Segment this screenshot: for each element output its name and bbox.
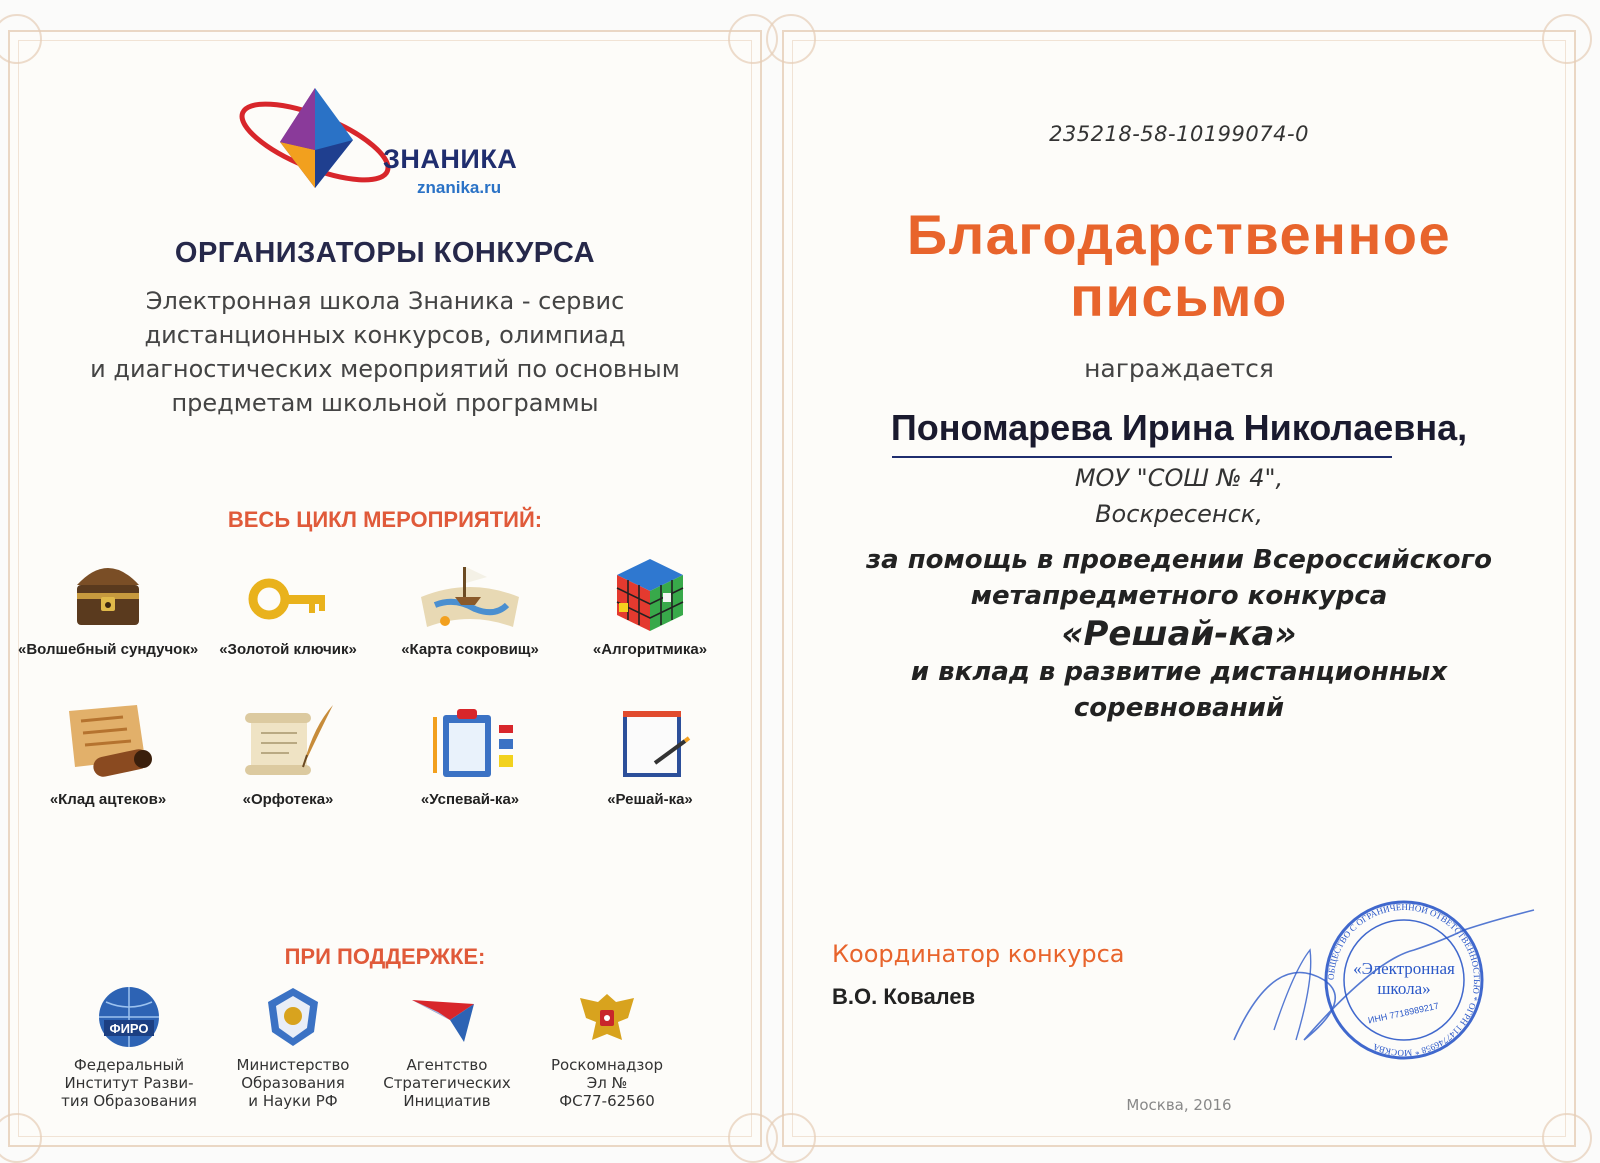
supporter-label [362,1056,532,1110]
title-line: Благодарственное [906,203,1452,266]
title-line: письмо [1070,265,1288,328]
quill-scroll-icon [233,697,343,787]
awarded-label: награждается [1084,354,1274,383]
certificate-title [784,204,1574,328]
event-item [198,547,378,658]
event-item [380,697,560,808]
organizers-panel [8,30,762,1147]
znanika-logo [235,80,545,200]
supporter-label [208,1056,378,1110]
notepad-icon [605,697,695,787]
supporter-line: и Науки РФ [248,1092,338,1110]
reason-line: метапредметного конкурса [970,581,1388,611]
supporter-line: Федеральный [73,1056,185,1074]
supporter-line: Роскомнадзор [550,1056,664,1074]
event-label: «Карта сокровищ» [401,641,539,658]
event-item [560,697,740,808]
corner-ornament [1542,14,1592,64]
event-label: «Алгоритмика» [592,641,708,658]
supporter-line: Стратегических [383,1074,511,1092]
corner-ornament [1542,1113,1592,1163]
award-reason [804,542,1554,726]
supporter-line: тия Образования [61,1092,197,1110]
asi-logo-icon [402,982,492,1052]
supporter-asi [362,982,532,1110]
supporter-line: Министерство [236,1056,350,1074]
cycle-title: ВЕСЬ ЦИКЛ МЕРОПРИЯТИЙ: [227,507,543,532]
supporter-line: Институт Разви- [64,1074,194,1092]
organizers-description [50,284,720,420]
recipient-name: Пономарева Ирина Николаевна, [890,407,1468,448]
stamp-ring-text: ОБЩЕСТВО С ОГРАНИЧЕННОЙ ОТВЕТСТВЕННОСТЬЮ * ОГРН 1147746958 * МОСКВА [1325,901,1483,1059]
desc-line: предметам школьной программы [171,389,599,417]
golden-key-icon [243,547,333,637]
supporter-line: Образования [241,1074,345,1092]
reason-line: за помощь в проведении Всероссийского [866,545,1492,575]
logo-site: znanika.ru [417,178,502,197]
rubiks-cube-icon [605,547,695,637]
stamp-icon [1214,890,1544,1070]
coordinator-label: Координатор конкурса [832,940,1125,968]
event-label: «Решай-ка» [607,791,693,808]
name-underline [892,456,1392,458]
corner-ornament [0,14,42,64]
school-name: МОУ "СОШ № 4", [1074,464,1284,492]
event-label: «Успевай-ка» [420,791,520,808]
russian-eagle-icon [572,982,642,1052]
pyramid-logo-icon [235,80,405,200]
coordinator-name: В.О. Ковалев [832,984,976,1009]
supporter-label [522,1056,692,1110]
desc-line: дистанционных конкурсов, олимпиад [144,321,626,349]
event-label: «Волшебный сундучок» [18,641,199,658]
desc-line: и диагностических мероприятий по основным [90,355,680,383]
reason-line: соревнований [1073,693,1285,723]
certificate-number: 235218-58-10199074-0 [1049,122,1309,146]
supporter-line: ФС77-62560 [559,1092,655,1110]
city-name: Воскресенск, [1095,500,1263,528]
supporter-ministry [208,982,378,1110]
stamp-inn: ИНН 7718989217 [1367,1000,1440,1026]
supporter-firo [44,982,214,1110]
event-label: «Орфотека» [242,791,334,808]
corner-ornament [0,1113,42,1163]
supporter-line: Эл № [586,1074,628,1092]
treasure-chest-icon [63,547,153,637]
stamp-center-line: школа» [1377,979,1431,998]
event-label: «Золотой ключик» [219,641,357,658]
corner-ornament [766,1113,816,1163]
clipboard-icon [415,697,525,787]
supporter-label [44,1056,214,1110]
aztec-map-icon [53,697,163,787]
logo-name: ЗНАНИКА [383,144,518,174]
supporter-line: Инициатив [403,1092,491,1110]
firo-logo-icon [94,982,164,1052]
corner-ornament [766,14,816,64]
firo-logo-text: ФИРО [109,1021,149,1036]
event-label: «Клад ацтеков» [49,791,167,808]
reason-line: и вклад в развитие дистанционных [910,657,1448,687]
supporter-roskomnadzor [522,982,692,1110]
supporter-line: Агентство [406,1056,488,1074]
event-item [198,697,378,808]
organizers-title: ОРГАНИЗАТОРЫ КОНКУРСА [174,237,596,269]
desc-line: Электронная школа Знаника - сервис [145,287,625,315]
contest-name: «Решай-ка» [1061,614,1297,654]
event-item [18,547,198,658]
ministry-emblem-icon [258,982,328,1052]
event-item [18,697,198,808]
certificate-panel [782,30,1576,1147]
event-item [560,547,740,658]
support-title: ПРИ ПОДДЕРЖКЕ: [284,944,486,969]
stamp-center-line: «Электронная [1353,959,1455,978]
event-item [380,547,560,658]
place-date: Москва, 2016 [1126,1096,1232,1114]
treasure-map-icon [415,547,525,637]
